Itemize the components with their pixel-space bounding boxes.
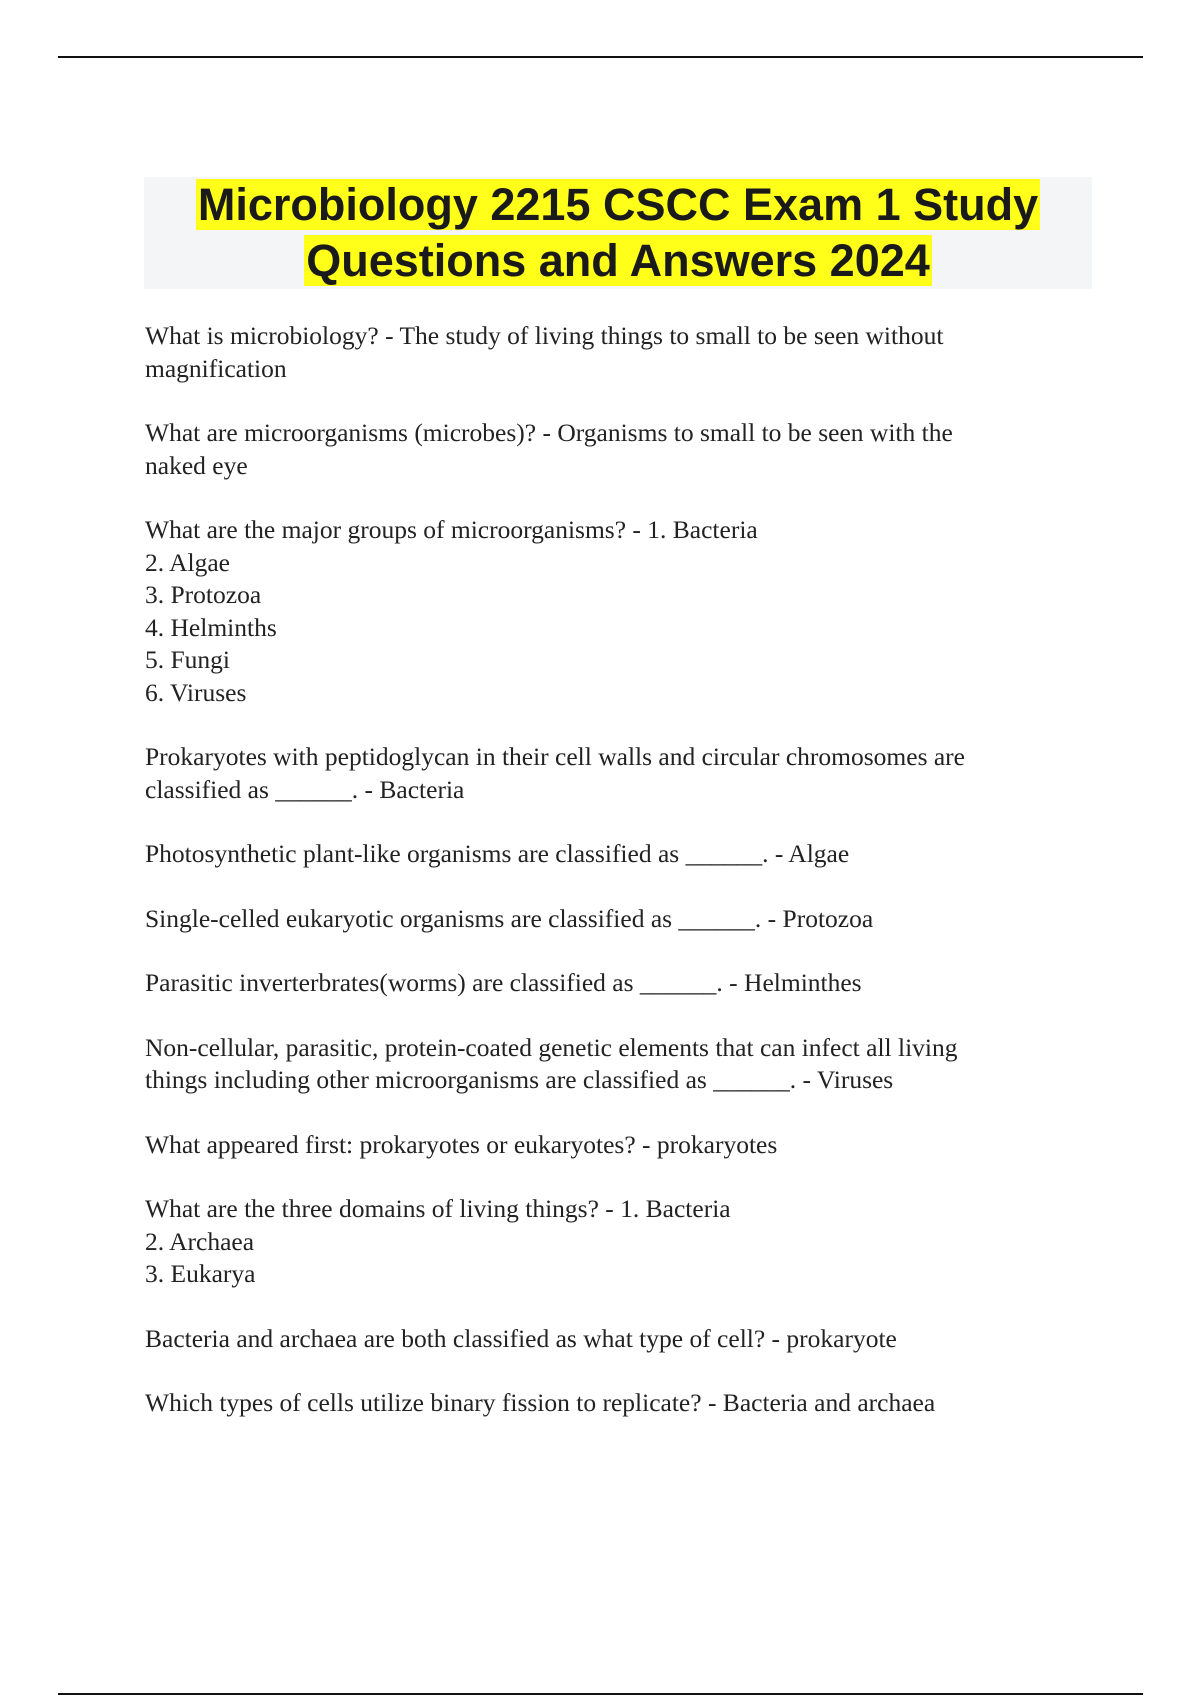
qa-item: Bacteria and archaea are both classified as what type of cell? - prokaryote (145, 1323, 897, 1353)
qa-item: What appeared first: prokaryotes or eukaryotes? - prokaryotes (145, 1129, 778, 1159)
qa-item: What are the major groups of microorganisms? - 1. Bacteria 2. Algae 3. Protozoa 4. Helminths 5. Fungi 6. Viruses (145, 515, 758, 707)
qa-item: Photosynthetic plant-like organisms are classified as ______. - Algae (145, 839, 850, 868)
qa-item: Prokaryotes with peptidoglycan in their cell walls and circular chromosomes are classified as ______. - Bacteria (145, 742, 965, 804)
qa-item: Which types of cells utilize binary fission to replicate? - Bacteria and archaea (145, 1388, 936, 1417)
qa-item: Non-cellular, parasitic, protein-coated genetic elements that can infect all living things including other microorganisms are classified as ______. - Viruses (145, 1032, 958, 1094)
title-line-2: Questions and Answers 2024 (306, 235, 930, 286)
qa-item: What is microbiology? - The study of living things to small to be seen without magnification (145, 321, 944, 383)
qa-item: What are microorganisms (microbes)? - Organisms to small to be seen with the naked eye (145, 418, 953, 480)
qa-item: Parasitic inverterbrates(worms) are classified as ______. - Helminthes (145, 968, 862, 997)
qa-list (145, 320, 1105, 1452)
qa-item: Single-celled eukaryotic organisms are classified as ______. - Protozoa (145, 903, 874, 933)
document-title (144, 177, 1092, 289)
qa-item: What are the three domains of living things? - 1. Bacteria 2. Archaea 3. Eukarya (145, 1194, 731, 1288)
top-rule (58, 56, 1143, 58)
title-line-1: Microbiology 2215 CSCC Exam 1 Study (197, 179, 1039, 230)
bottom-rule (58, 1693, 1143, 1695)
